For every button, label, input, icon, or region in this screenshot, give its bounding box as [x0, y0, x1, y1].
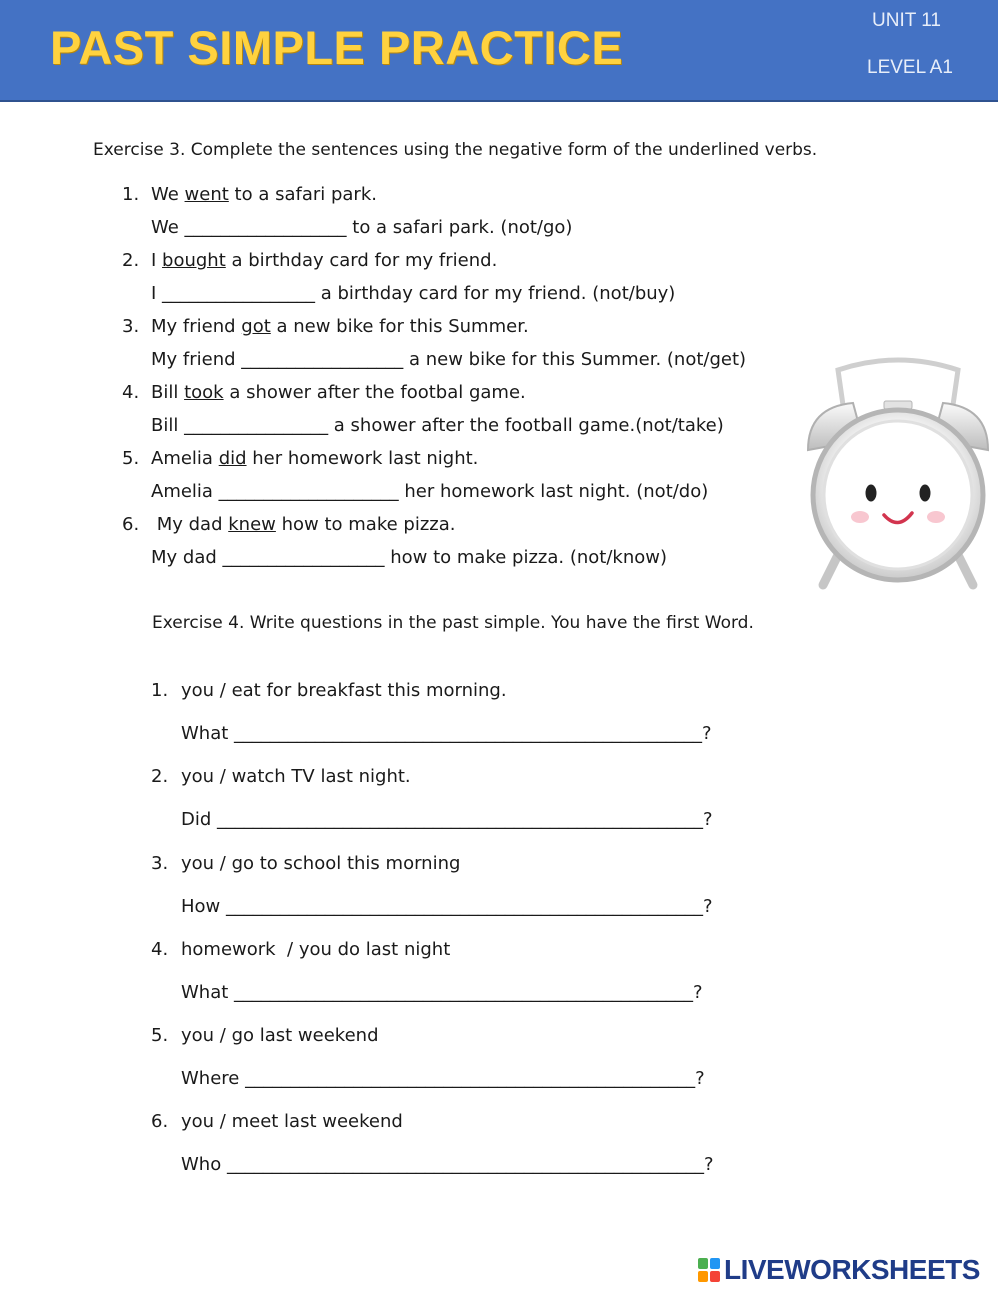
ex3-item-6-answer-line[interactable]: My dad __________________ how to make pizza. (not/know) [151, 547, 667, 568]
prompt-text: you / go last weekend [181, 1025, 379, 1046]
level-label: LEVEL A1 [867, 57, 953, 78]
item-number: 5. [151, 1025, 169, 1046]
sentence-text: to a safari park. [228, 184, 377, 205]
page-title: PAST SIMPLE PRACTICE [50, 21, 624, 74]
ex4-item-2-answer-line[interactable]: Did ______________________________________________________? [181, 809, 713, 830]
underlined-verb: went [184, 184, 229, 205]
ex4-item-3-prompt [151, 852, 460, 876]
ex3-item-1-sentence [122, 183, 377, 207]
sentence-text: a new bike for this Summer. [270, 316, 529, 337]
item-number: 6. [151, 1111, 169, 1132]
underlined-verb: got [241, 316, 271, 337]
ex4-item-5-prompt [151, 1024, 379, 1048]
ex4-item-1-prompt [151, 679, 507, 703]
item-number: 3. [151, 853, 169, 874]
sentence-text: how to make pizza. [275, 514, 456, 535]
sentence-text: I [151, 250, 163, 271]
prompt-text: homework / you do last night [181, 939, 451, 960]
sentence-text: Bill [151, 382, 185, 403]
ex3-item-3-answer-line[interactable]: My friend __________________ a new bike for this Summer. (not/get) [151, 349, 747, 370]
item-number: 5. [122, 448, 140, 469]
ex4-item-6-answer-line[interactable]: Who _____________________________________________________? [181, 1154, 714, 1175]
ex4-item-5-answer-line[interactable]: Where __________________________________________________? [181, 1068, 705, 1089]
exercise-3-instruction: Exercise 3. Complete the sentences using the negative form of the underlined verbs. [93, 140, 818, 160]
prompt-text: you / eat for breakfast this morning. [181, 680, 507, 701]
liveworksheets-logo[interactable] [698, 1252, 980, 1288]
ex4-item-1-answer-line[interactable]: What ____________________________________________________? [181, 723, 712, 744]
ex3-item-2-sentence [122, 249, 497, 273]
sentence-text: a birthday card for my friend. [225, 250, 498, 271]
item-number: 1. [151, 680, 169, 701]
ex3-item-3-sentence [122, 315, 529, 339]
alarm-clock-icon [798, 345, 998, 595]
sentence-text: a shower after the footbal game. [223, 382, 526, 403]
underlined-verb: took [184, 382, 224, 403]
underlined-verb: knew [228, 514, 276, 535]
exercise-4-instruction: Exercise 4. Write questions in the past simple. You have the first Word. [152, 613, 754, 633]
ex3-item-5-answer-line[interactable]: Amelia ____________________ her homework last night. (not/do) [151, 481, 709, 502]
sentence-text: her homework last night. [246, 448, 479, 469]
ex3-item-4-answer-line[interactable]: Bill ________________ a shower after the football game.(not/take) [151, 415, 724, 436]
item-number: 4. [122, 382, 140, 403]
sentence-text: My friend [151, 316, 242, 337]
ex3-item-4-sentence [122, 381, 526, 405]
sentence-text: We [151, 184, 185, 205]
ex4-item-2-prompt [151, 765, 411, 789]
item-number: 2. [151, 766, 169, 787]
prompt-text: you / meet last weekend [181, 1111, 403, 1132]
ex4-item-3-answer-line[interactable]: How _____________________________________________________? [181, 896, 713, 917]
ex3-item-2-answer-line[interactable]: I _________________ a birthday card for my friend. (not/buy) [151, 283, 676, 304]
prompt-text: you / watch TV last night. [181, 766, 411, 787]
ex3-item-5-sentence [122, 447, 478, 471]
ex4-item-4-prompt [151, 938, 450, 962]
ex3-item-6-sentence [122, 513, 455, 537]
sentence-text: Amelia [151, 448, 219, 469]
prompt-text: you / go to school this morning [181, 853, 461, 874]
item-number: 4. [151, 939, 169, 960]
ex4-item-4-answer-line[interactable]: What ___________________________________________________? [181, 982, 703, 1003]
ex4-item-6-prompt [151, 1110, 403, 1134]
underlined-verb: did [218, 448, 247, 469]
logo-text: LIVEWORKSHEETS [724, 1254, 980, 1285]
ex3-item-1-answer-line[interactable]: We __________________ to a safari park. (not/go) [151, 217, 573, 238]
item-number: 1. [122, 184, 140, 205]
item-number: 6. [122, 514, 140, 535]
sentence-text: My dad [151, 514, 229, 535]
unit-label: UNIT 11 [872, 10, 941, 31]
item-number: 3. [122, 316, 140, 337]
item-number: 2. [122, 250, 140, 271]
logo-mark-icon [698, 1258, 720, 1282]
header-banner [0, 0, 998, 102]
underlined-verb: bought [162, 250, 226, 271]
